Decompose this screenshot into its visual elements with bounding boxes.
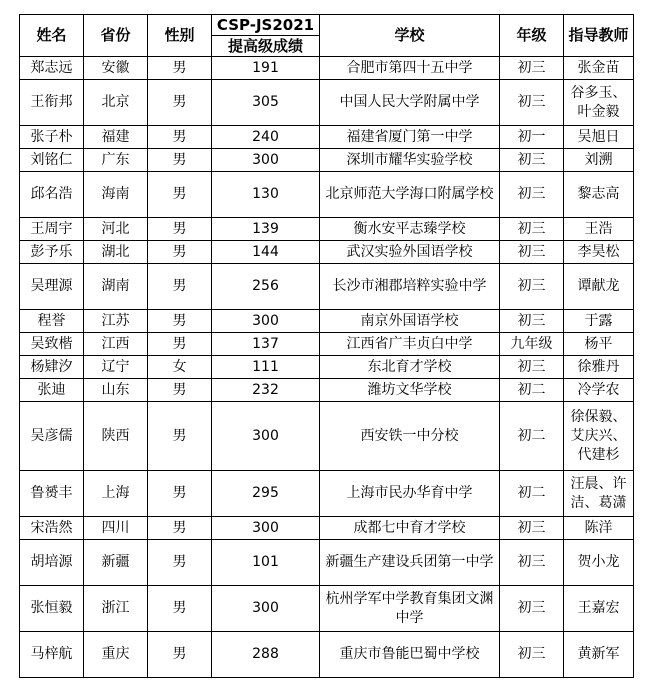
cell-province: 新疆: [84, 540, 148, 586]
cell-school: 长沙市湘郡培粹实验中学: [320, 264, 500, 310]
cell-name: 胡培源: [20, 540, 84, 586]
cell-score: 300: [212, 310, 320, 333]
cell-province: 重庆: [84, 632, 148, 678]
cell-school: 福建省厦门第一中学: [320, 126, 500, 149]
header-grade: 年级: [500, 15, 564, 57]
table-row: [20, 172, 634, 218]
cell-school: 衡水安平志臻学校: [320, 218, 500, 241]
cell-province: 海南: [84, 172, 148, 218]
cell-score: 130: [212, 172, 320, 218]
cell-teacher: 陈洋: [564, 517, 634, 540]
cell-gender: 男: [148, 632, 212, 678]
table-row: [20, 356, 634, 379]
cell-province: 江苏: [84, 310, 148, 333]
cell-teacher: 徐雅丹: [564, 356, 634, 379]
cell-gender: 男: [148, 471, 212, 517]
header-gender: 性别: [148, 15, 212, 57]
cell-name: 张子朴: [20, 126, 84, 149]
cell-teacher: 王嘉宏: [564, 586, 634, 632]
cell-score: 288: [212, 632, 320, 678]
cell-grade: 初三: [500, 57, 564, 80]
cell-school: 上海市民办华育中学: [320, 471, 500, 517]
cell-gender: 男: [148, 264, 212, 310]
cell-score: 111: [212, 356, 320, 379]
cell-province: 湖北: [84, 241, 148, 264]
cell-grade: 初三: [500, 218, 564, 241]
cell-teacher: 于露: [564, 310, 634, 333]
cell-school: 合肥市第四十五中学: [320, 57, 500, 80]
table-row: [20, 264, 634, 310]
cell-school: 潍坊文华学校: [320, 379, 500, 402]
cell-score: 256: [212, 264, 320, 310]
cell-school: 深圳市耀华实验学校: [320, 149, 500, 172]
table-row: [20, 471, 634, 517]
cell-province: 山东: [84, 379, 148, 402]
header-name: 姓名: [20, 15, 84, 57]
cell-school: 中国人民大学附属中学: [320, 80, 500, 126]
cell-name: 张恒毅: [20, 586, 84, 632]
cell-grade: 初二: [500, 471, 564, 517]
cell-teacher: 王浩: [564, 218, 634, 241]
cell-name: 刘铭仁: [20, 149, 84, 172]
cell-province: 浙江: [84, 586, 148, 632]
cell-score: 295: [212, 471, 320, 517]
cell-province: 北京: [84, 80, 148, 126]
cell-grade: 初三: [500, 517, 564, 540]
cell-grade: 初三: [500, 264, 564, 310]
cell-teacher: 冷学农: [564, 379, 634, 402]
table-row: [20, 80, 634, 126]
table-row: [20, 586, 634, 632]
cell-grade: 初三: [500, 586, 564, 632]
cell-grade: 初二: [500, 402, 564, 471]
cell-school: 北京师范大学海口附属学校: [320, 172, 500, 218]
cell-gender: 女: [148, 356, 212, 379]
cell-gender: 男: [148, 57, 212, 80]
cell-province: 安徽: [84, 57, 148, 80]
cell-gender: 男: [148, 586, 212, 632]
cell-province: 辽宁: [84, 356, 148, 379]
table-row: [20, 517, 634, 540]
cell-school: 重庆市鲁能巴蜀中学校: [320, 632, 500, 678]
cell-name: 马梓航: [20, 632, 84, 678]
cell-name: 宋浩然: [20, 517, 84, 540]
header-score: 提高级成绩: [212, 36, 320, 57]
cell-name: 鲁赟丰: [20, 471, 84, 517]
cell-grade: 初三: [500, 149, 564, 172]
cell-province: 福建: [84, 126, 148, 149]
header-contest: CSP-JS2021: [212, 15, 320, 36]
table-row: [20, 379, 634, 402]
cell-school: 新疆生产建设兵团第一中学: [320, 540, 500, 586]
cell-grade: 初三: [500, 632, 564, 678]
cell-teacher: 黄新军: [564, 632, 634, 678]
cell-grade: 初三: [500, 356, 564, 379]
cell-score: 139: [212, 218, 320, 241]
cell-name: 张迪: [20, 379, 84, 402]
cell-name: 吴理源: [20, 264, 84, 310]
cell-score: 191: [212, 57, 320, 80]
cell-score: 144: [212, 241, 320, 264]
table-row: [20, 333, 634, 356]
cell-grade: 初三: [500, 540, 564, 586]
table-row: [20, 540, 634, 586]
header-teacher: 指导教师: [564, 15, 634, 57]
cell-teacher: 吴旭日: [564, 126, 634, 149]
cell-school: 江西省广丰贞白中学: [320, 333, 500, 356]
header-province: 省份: [84, 15, 148, 57]
cell-gender: 男: [148, 241, 212, 264]
table-row: [20, 218, 634, 241]
table-row: [20, 241, 634, 264]
cell-province: 湖南: [84, 264, 148, 310]
cell-name: 彭予乐: [20, 241, 84, 264]
cell-gender: 男: [148, 333, 212, 356]
cell-grade: 初三: [500, 310, 564, 333]
cell-teacher: 李昊松: [564, 241, 634, 264]
cell-gender: 男: [148, 517, 212, 540]
results-table: [19, 14, 634, 678]
cell-grade: 初三: [500, 241, 564, 264]
header-school: 学校: [320, 15, 500, 57]
cell-teacher: 汪晨、许洁、葛潇: [564, 471, 634, 517]
table-row: [20, 632, 634, 678]
cell-score: 240: [212, 126, 320, 149]
cell-grade: 初三: [500, 172, 564, 218]
cell-school: 南京外国语学校: [320, 310, 500, 333]
cell-gender: 男: [148, 172, 212, 218]
cell-name: 吴致楷: [20, 333, 84, 356]
cell-score: 300: [212, 586, 320, 632]
cell-province: 河北: [84, 218, 148, 241]
table-row: [20, 310, 634, 333]
cell-name: 王衔邦: [20, 80, 84, 126]
cell-grade: 初二: [500, 379, 564, 402]
cell-school: 成都七中育才学校: [320, 517, 500, 540]
cell-teacher: 黎志高: [564, 172, 634, 218]
cell-score: 300: [212, 402, 320, 471]
cell-province: 陕西: [84, 402, 148, 471]
cell-score: 305: [212, 80, 320, 126]
cell-gender: 男: [148, 310, 212, 333]
cell-name: 程誉: [20, 310, 84, 333]
cell-teacher: 刘溯: [564, 149, 634, 172]
cell-score: 300: [212, 517, 320, 540]
cell-teacher: 张金苗: [564, 57, 634, 80]
cell-school: 东北育才学校: [320, 356, 500, 379]
table-row: [20, 126, 634, 149]
cell-province: 四川: [84, 517, 148, 540]
cell-grade: 九年级: [500, 333, 564, 356]
table-row: [20, 149, 634, 172]
cell-gender: 男: [148, 540, 212, 586]
cell-teacher: 贺小龙: [564, 540, 634, 586]
cell-teacher: 谷多玉、叶金毅: [564, 80, 634, 126]
cell-gender: 男: [148, 402, 212, 471]
cell-province: 江西: [84, 333, 148, 356]
cell-school: 武汉实验外国语学校: [320, 241, 500, 264]
cell-score: 232: [212, 379, 320, 402]
cell-teacher: 徐保毅、艾庆兴、代建杉: [564, 402, 634, 471]
cell-name: 邱名浩: [20, 172, 84, 218]
cell-school: 杭州学军中学教育集团文渊中学: [320, 586, 500, 632]
cell-province: 广东: [84, 149, 148, 172]
cell-gender: 男: [148, 379, 212, 402]
cell-name: 王周宇: [20, 218, 84, 241]
cell-score: 137: [212, 333, 320, 356]
cell-teacher: 杨平: [564, 333, 634, 356]
table-row: [20, 57, 634, 80]
cell-gender: 男: [148, 218, 212, 241]
cell-name: 郑志远: [20, 57, 84, 80]
cell-gender: 男: [148, 126, 212, 149]
cell-province: 上海: [84, 471, 148, 517]
cell-grade: 初一: [500, 126, 564, 149]
cell-teacher: 谭献龙: [564, 264, 634, 310]
cell-grade: 初三: [500, 80, 564, 126]
cell-gender: 男: [148, 80, 212, 126]
cell-name: 吴彦儒: [20, 402, 84, 471]
cell-name: 杨肄汐: [20, 356, 84, 379]
table-row: [20, 402, 634, 471]
cell-score: 300: [212, 149, 320, 172]
cell-school: 西安铁一中分校: [320, 402, 500, 471]
table-body: [20, 57, 634, 678]
cell-score: 101: [212, 540, 320, 586]
cell-gender: 男: [148, 149, 212, 172]
